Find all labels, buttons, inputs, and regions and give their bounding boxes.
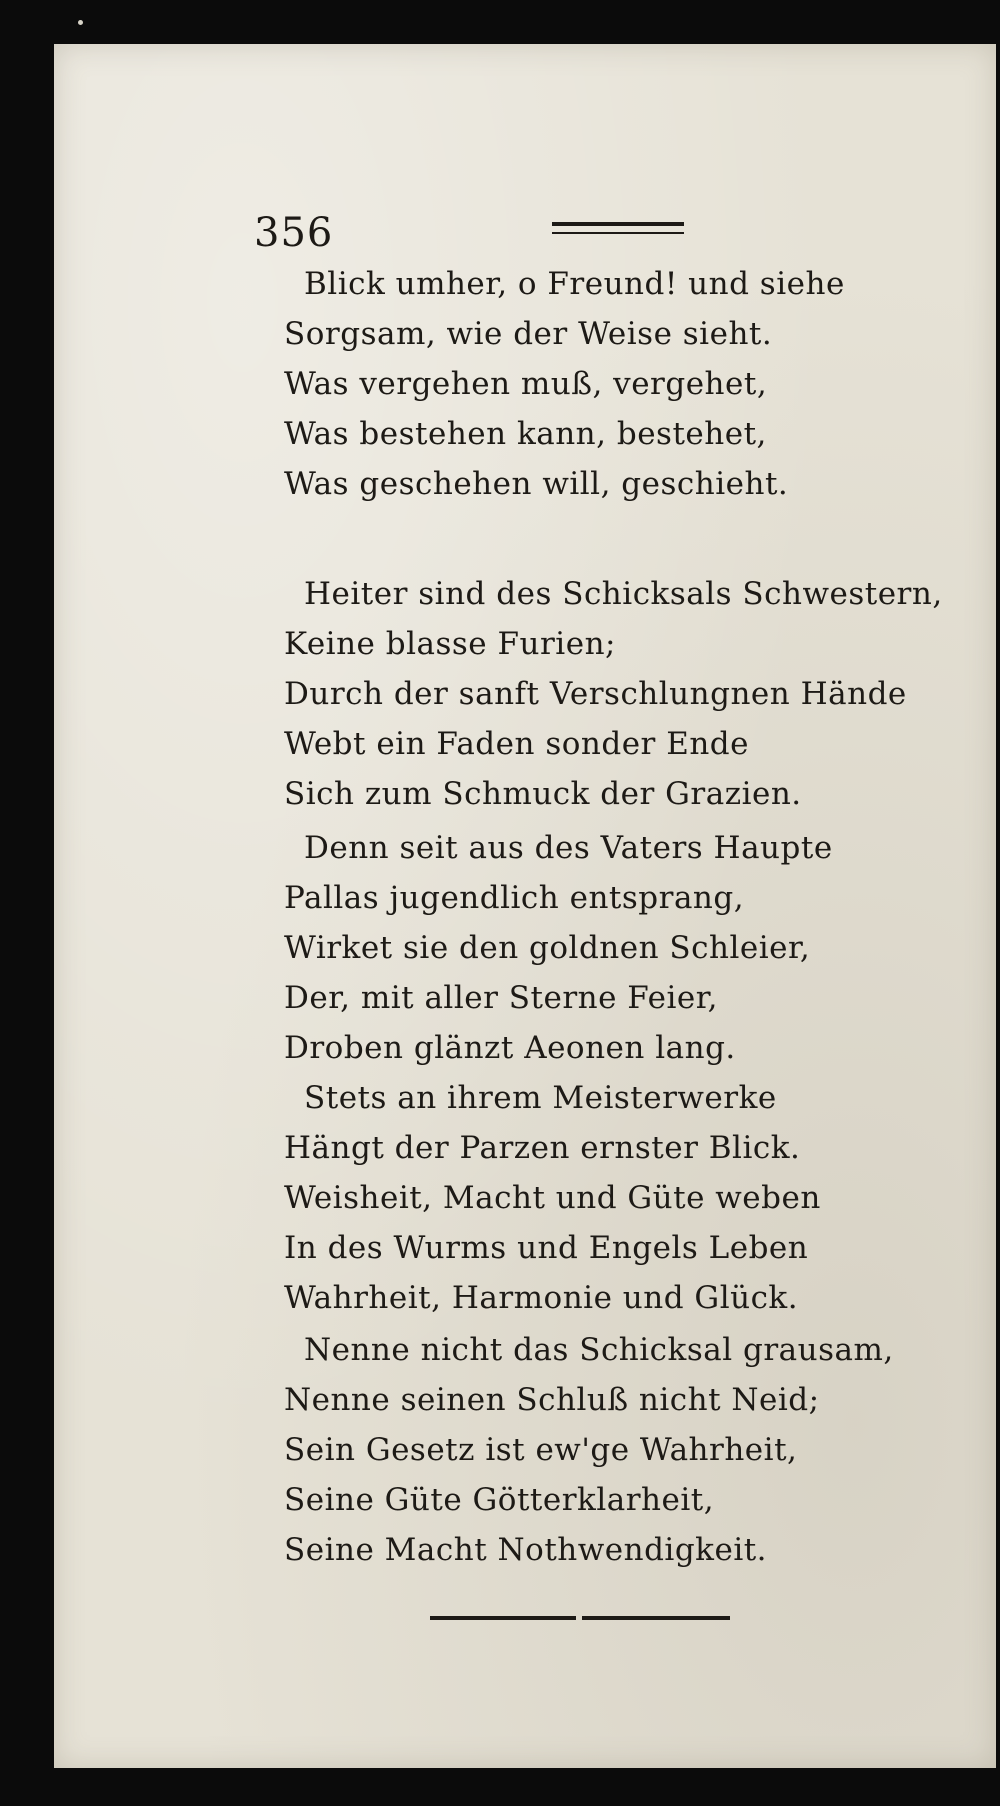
page-number: 356: [254, 210, 334, 256]
poem-line: Wirket sie den goldnen Schleier,: [284, 930, 811, 966]
poem-line: Sich zum Schmuck der Grazien.: [284, 776, 802, 812]
poem-line: Heiter sind des Schicksals Schwestern,: [304, 576, 943, 612]
poem-line: Sein Gesetz ist ew'ge Wahrheit,: [284, 1432, 798, 1468]
end-rule-segment: [582, 1616, 730, 1620]
poem-line: Der, mit aller Sterne Feier,: [284, 980, 718, 1016]
poem-line: Pallas jugendlich entsprang,: [284, 880, 745, 916]
poem-line: In des Wurms und Engels Leben: [284, 1230, 809, 1266]
poem-line: Seine Güte Götterklarheit,: [284, 1482, 715, 1518]
poem-line: Was vergehen muß, vergehet,: [284, 366, 768, 402]
poem-line: Denn seit aus des Vaters Haupte: [304, 830, 833, 866]
poem: [54, 44, 996, 1768]
poem-line: Seine Macht Nothwendigkeit.: [284, 1532, 768, 1568]
end-rule-segment: [430, 1616, 576, 1620]
poem-line: Blick umher, o Freund! und siehe: [304, 266, 845, 302]
poem-line: Nenne nicht das Schicksal grausam,: [304, 1332, 894, 1368]
scan-speck: [78, 20, 83, 25]
poem-line: Was bestehen kann, bestehet,: [284, 416, 767, 452]
poem-line: Weisheit, Macht und Güte weben: [284, 1180, 821, 1216]
poem-line: Webt ein Faden sonder Ende: [284, 726, 749, 762]
end-rule: [430, 1616, 730, 1620]
poem-line: Keine blasse Furien;: [284, 626, 616, 662]
poem-line: Droben glänzt Aeonen lang.: [284, 1030, 736, 1066]
poem-line: Sorgsam, wie der Weise sieht.: [284, 316, 773, 352]
poem-line: Durch der sanft Verschlungnen Hände: [284, 676, 907, 712]
poem-line: Hängt der Parzen ernster Blick.: [284, 1130, 801, 1166]
book-page: [54, 44, 996, 1768]
poem-line: Stets an ihrem Meisterwerke: [304, 1080, 777, 1116]
poem-line: Nenne seinen Schluß nicht Neid;: [284, 1382, 820, 1418]
poem-line: Was geschehen will, geschieht.: [284, 466, 789, 502]
poem-line: Wahrheit, Harmonie und Glück.: [284, 1280, 799, 1316]
